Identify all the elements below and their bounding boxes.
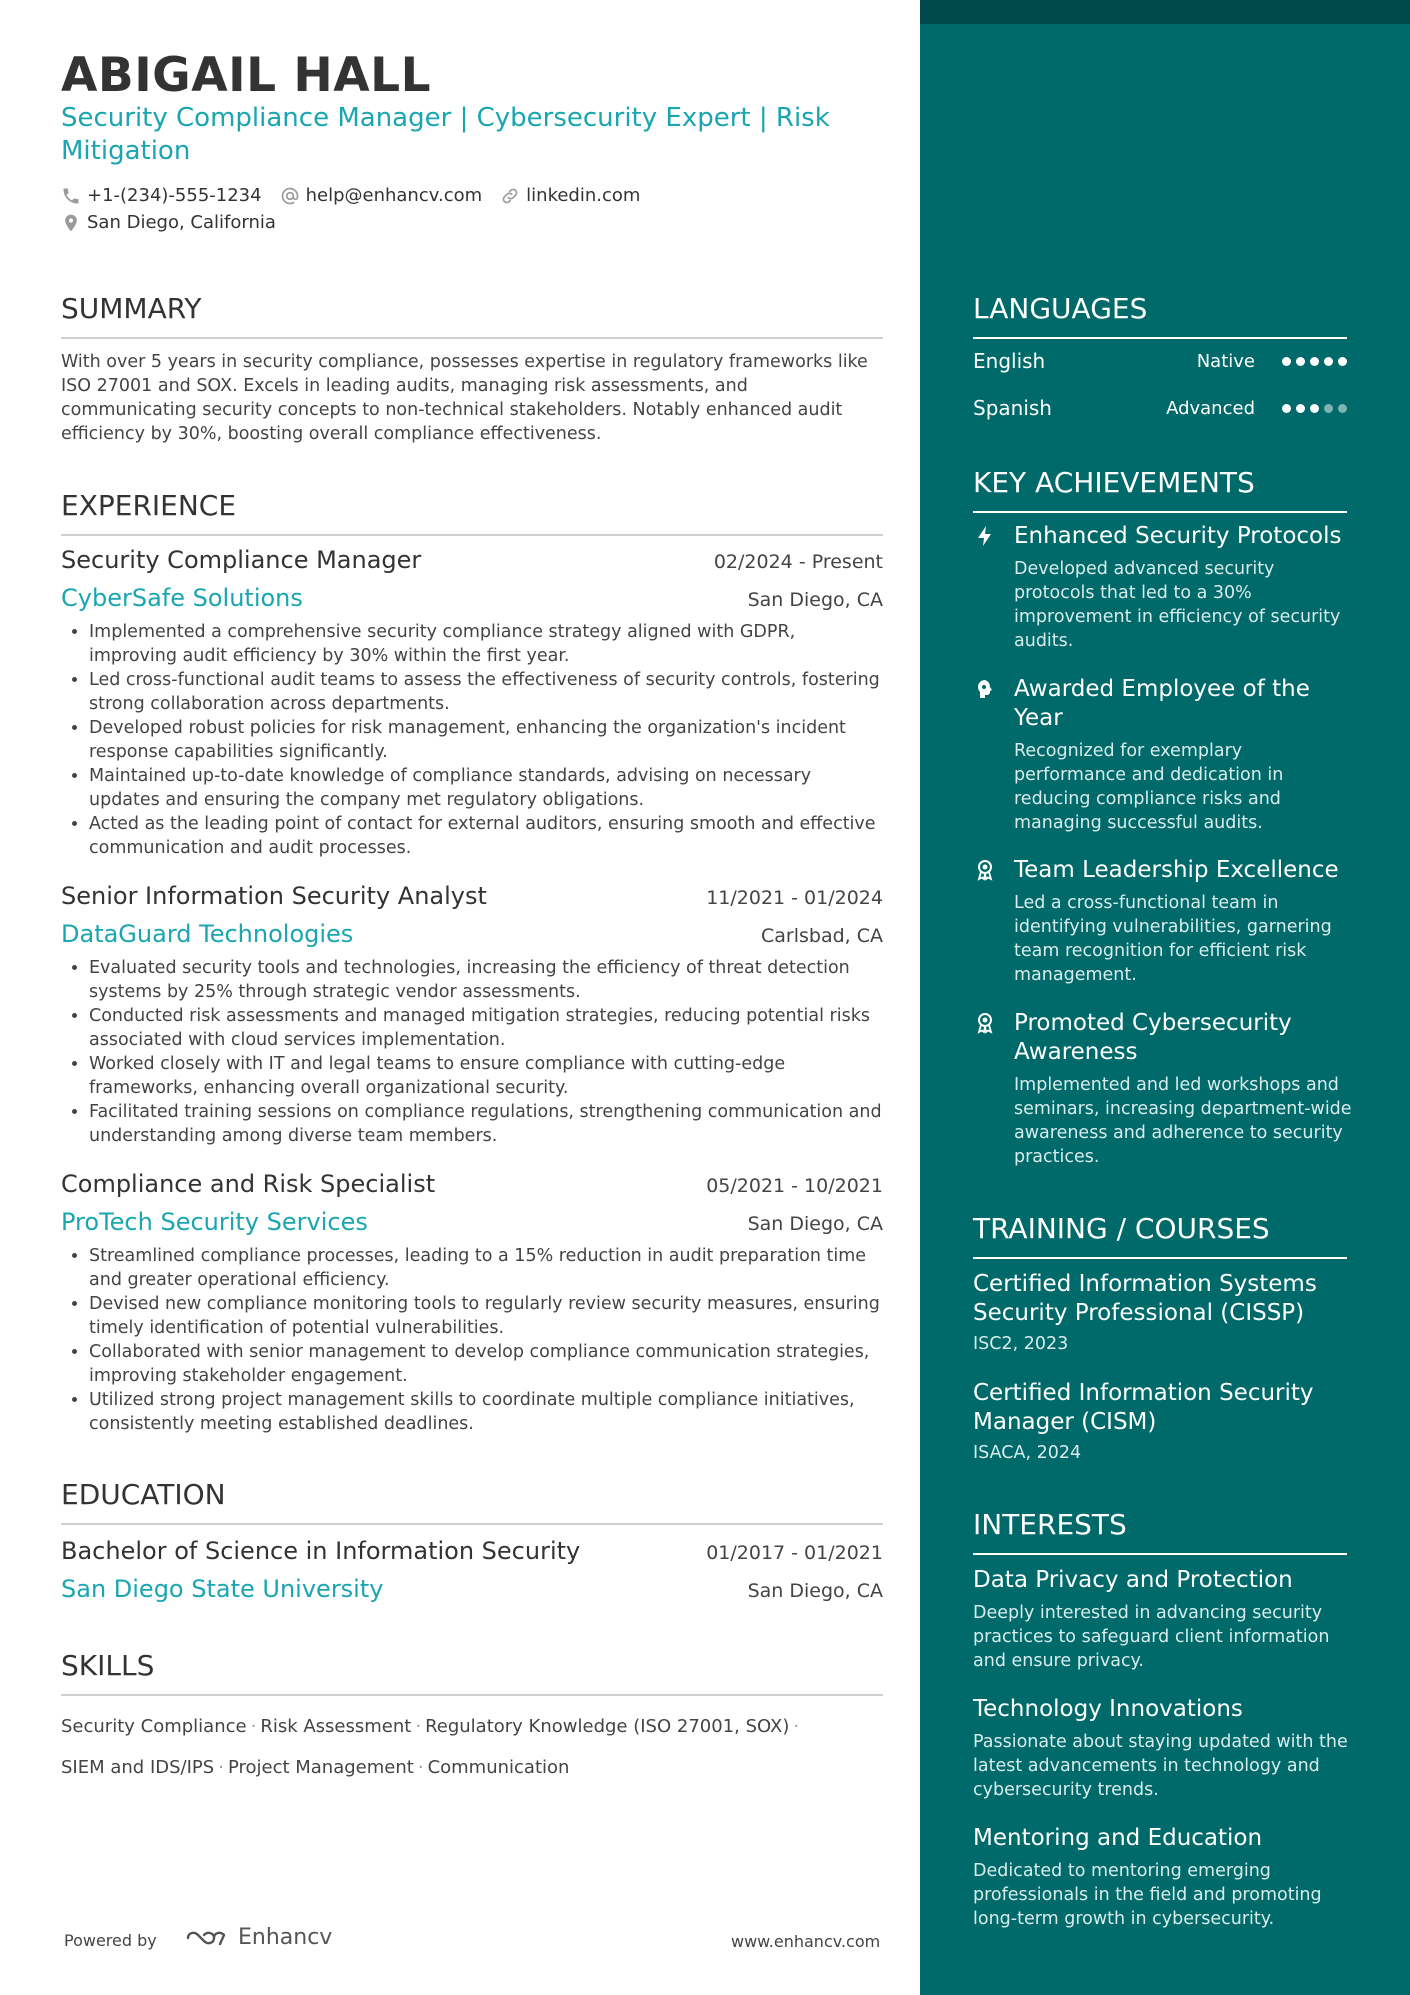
interest-item xyxy=(973,1695,1353,1802)
achievement-item xyxy=(973,675,1353,835)
achievement-desc: Developed advanced security protocols that led to a 30% improvement in efficiency of security audits. xyxy=(1014,559,1341,651)
skill-item: Risk Assessment xyxy=(260,1716,412,1737)
brand-name: Enhancv xyxy=(238,1925,333,1950)
linkedin-link[interactable]: linkedin.com xyxy=(526,185,641,206)
phone-item xyxy=(61,185,262,206)
experience-heading: EXPERIENCE xyxy=(61,489,883,536)
course-item xyxy=(973,1379,1347,1463)
award-icon xyxy=(973,858,997,882)
achievement-title: Team Leadership Excellence xyxy=(1014,857,1339,883)
achievement-desc: Implemented and led workshops and seminars, increasing department-wide awareness and adherence to security practices. xyxy=(1014,1075,1352,1167)
language-row xyxy=(973,396,1347,420)
powered-by-label: Powered by xyxy=(64,1931,157,1950)
language-level: Native xyxy=(1196,350,1255,372)
language-level: Advanced xyxy=(1166,397,1255,419)
achievement-item xyxy=(973,856,1353,987)
award-icon xyxy=(973,1011,997,1035)
phone-icon xyxy=(61,186,81,206)
location-pin-icon xyxy=(61,213,81,233)
job-dates: 05/2021 - 10/2021 xyxy=(706,1175,883,1197)
phone-number: +1-(234)-555-1234 xyxy=(87,185,262,206)
job-bullets xyxy=(61,956,883,1148)
job-bullets xyxy=(61,1244,883,1436)
dot-filled xyxy=(1282,357,1291,366)
bullet-item: • Facilitated training sessions on compliance regulations, strengthening communication and understanding among diverse team members. xyxy=(89,1100,883,1148)
proficiency-dots xyxy=(1277,404,1347,413)
proficiency-dots xyxy=(1277,357,1347,366)
job-location: San Diego, CA xyxy=(747,589,883,611)
skill-item: Communication xyxy=(427,1757,570,1778)
footer-url[interactable]: www.enhancv.com xyxy=(731,1932,881,1951)
language-name: Spanish xyxy=(973,396,1052,420)
achievement-title: Promoted Cybersecurity Awareness xyxy=(1014,1010,1292,1065)
skill-item: Regulatory Knowledge (ISO 27001, SOX) xyxy=(425,1716,790,1737)
at-icon xyxy=(280,186,300,206)
job-title: Senior Information Security Analyst xyxy=(61,882,487,910)
skill-item: Security Compliance xyxy=(61,1716,247,1737)
job-dates: 02/2024 - Present xyxy=(713,551,883,573)
dot-filled xyxy=(1310,404,1319,413)
email-item[interactable] xyxy=(280,185,483,206)
enhancv-logo-icon xyxy=(184,1926,232,1950)
skills-list: Security Compliance · Risk Assessment · Regulatory Knowledge (ISO 27001, SOX) · SIEM and IDS/IPS · Project Management · Communication xyxy=(61,1716,800,1778)
bullet-item: • Evaluated security tools and technologies, increasing the efficiency of threat detection systems by 25% through strategic vendor assessments. xyxy=(89,956,883,1004)
job-entry xyxy=(61,546,883,860)
achievement-title: Awarded Employee of the Year xyxy=(1014,676,1310,731)
course-title: Certified Information Security Manager (CISM) xyxy=(973,1380,1314,1435)
enhancv-logo[interactable] xyxy=(184,1925,332,1950)
course-provider: ISC2, 2023 xyxy=(973,1334,1069,1354)
contact-row xyxy=(61,185,658,206)
location-row xyxy=(61,212,294,233)
bullet-item: • Devised new compliance monitoring tools to regularly review security measures, ensuring timely identification of potential vulnerabilities. xyxy=(89,1292,883,1340)
course-provider: ISACA, 2024 xyxy=(973,1443,1082,1463)
job-entry xyxy=(61,1170,883,1436)
achievement-desc: Led a cross-functional team in identifying vulnerabilities, garnering team recognition for efficient risk management. xyxy=(1014,893,1332,985)
achievement-item xyxy=(973,1009,1353,1169)
bullet-item: • Conducted risk assessments and managed mitigation strategies, reducing potential risks associated with cloud services implementation. xyxy=(89,1004,883,1052)
training-heading: TRAINING / COURSES xyxy=(973,1212,1347,1259)
dot-filled xyxy=(1324,357,1333,366)
job-title: Compliance and Risk Specialist xyxy=(61,1170,436,1198)
location-item xyxy=(61,212,276,233)
dot-filled xyxy=(1296,357,1305,366)
course-title: Certified Information Systems Security Professional (CISSP) xyxy=(973,1271,1317,1326)
skill-item: SIEM and IDS/IPS xyxy=(61,1757,215,1778)
bullet-item: • Led cross-functional audit teams to assess the effectiveness of security controls, fostering strong collaboration across departments. xyxy=(89,668,883,716)
dot-filled xyxy=(1338,357,1347,366)
sidebar-top-band xyxy=(920,0,1410,24)
job-bullets xyxy=(61,620,883,860)
interest-item xyxy=(973,1566,1353,1673)
job-title: Security Compliance Manager xyxy=(61,546,422,574)
achievement-desc: Recognized for exemplary performance and dedication in reducing compliance risks and managing successful audits. xyxy=(1014,741,1284,833)
interest-desc: Passionate about staying updated with the latest advancements in technology and cybersecurity trends. xyxy=(973,1732,1348,1800)
brain-icon xyxy=(973,677,997,701)
education-dates: 01/2017 - 01/2021 xyxy=(706,1542,883,1564)
language-row xyxy=(973,349,1347,373)
interest-desc: Dedicated to mentoring emerging professionals in the field and promoting long-term growth in cybersecurity. xyxy=(973,1861,1322,1929)
bullet-item: • Streamlined compliance processes, leading to a 15% reduction in audit preparation time and greater operational efficiency. xyxy=(89,1244,883,1292)
dot-empty xyxy=(1324,404,1333,413)
summary-text: With over 5 years in security compliance, possesses expertise in regulatory frameworks like ISO 27001 and SOX. Excels in leading audits, managing risk assessments, and communicating security concepts to non-technical stakeholders. Notably enhanced audit efficiency by 30%, boosting overall compliance effectiveness. xyxy=(61,352,868,444)
interests-heading: INTERESTS xyxy=(973,1508,1347,1555)
course-item xyxy=(973,1270,1347,1354)
job-location: San Diego, CA xyxy=(747,1213,883,1235)
achievements-heading: KEY ACHIEVEMENTS xyxy=(973,466,1347,513)
education-heading: EDUCATION xyxy=(61,1478,883,1525)
achievement-item xyxy=(973,522,1353,653)
candidate-name: ABIGAIL HALL xyxy=(61,48,432,103)
bullet-item: • Developed robust policies for risk management, enhancing the organization's incident response capabilities significantly. xyxy=(89,716,883,764)
bullet-item: • Maintained up-to-date knowledge of compliance standards, advising on necessary updates and ensuring the company met regulatory obligations. xyxy=(89,764,883,812)
job-dates: 11/2021 - 01/2024 xyxy=(706,887,883,909)
bullet-item: • Worked closely with IT and legal teams to ensure compliance with cutting-edge frameworks, enhancing overall organizational security. xyxy=(89,1052,883,1100)
job-location: Carlsbad, CA xyxy=(760,925,883,947)
company-name: CyberSafe Solutions xyxy=(61,584,303,612)
dot-filled xyxy=(1310,357,1319,366)
interest-item xyxy=(973,1824,1353,1931)
language-name: English xyxy=(973,349,1046,373)
link-icon xyxy=(500,186,520,206)
interest-title: Technology Innovations xyxy=(973,1696,1243,1722)
languages-heading: LANGUAGES xyxy=(973,292,1347,339)
interest-title: Data Privacy and Protection xyxy=(973,1567,1293,1593)
interest-title: Mentoring and Education xyxy=(973,1825,1263,1851)
summary-heading: SUMMARY xyxy=(61,292,883,339)
dot-empty xyxy=(1338,404,1347,413)
bullet-item: • Collaborated with senior management to develop compliance communication strategies, improving stakeholder engagement. xyxy=(89,1340,883,1388)
skill-item: Project Management xyxy=(227,1757,414,1778)
email-link[interactable]: help@enhancv.com xyxy=(305,185,483,206)
bullet-item: • Utilized strong project management skills to coordinate multiple compliance initiatives, consistently meeting established deadlines. xyxy=(89,1388,883,1436)
sidebar xyxy=(920,0,1410,1995)
headline: Security Compliance Manager | Cybersecurity Expert | Risk Mitigation xyxy=(61,103,830,166)
company-name: ProTech Security Services xyxy=(61,1208,368,1236)
achievement-title: Enhanced Security Protocols xyxy=(1014,523,1342,549)
dot-filled xyxy=(1282,404,1291,413)
school-name: San Diego State University xyxy=(61,1575,384,1603)
bullet-item: • Acted as the leading point of contact for external auditors, ensuring smooth and effective communication and audit processes. xyxy=(89,812,883,860)
job-entry xyxy=(61,882,883,1148)
degree: Bachelor of Science in Information Security xyxy=(61,1537,581,1565)
dot-filled xyxy=(1296,404,1305,413)
bullet-item: • Implemented a comprehensive security compliance strategy aligned with GDPR, improving audit efficiency by 30% within the first year. xyxy=(89,620,883,668)
education-entry xyxy=(61,1537,883,1603)
skills-heading: SKILLS xyxy=(61,1649,883,1696)
education-location: San Diego, CA xyxy=(747,1580,883,1602)
lightning-icon xyxy=(973,524,997,548)
linkedin-item[interactable] xyxy=(500,185,640,206)
company-name: DataGuard Technologies xyxy=(61,920,354,948)
interest-desc: Deeply interested in advancing security practices to safeguard client information and ensure privacy. xyxy=(973,1603,1330,1671)
location-text: San Diego, California xyxy=(87,212,276,233)
